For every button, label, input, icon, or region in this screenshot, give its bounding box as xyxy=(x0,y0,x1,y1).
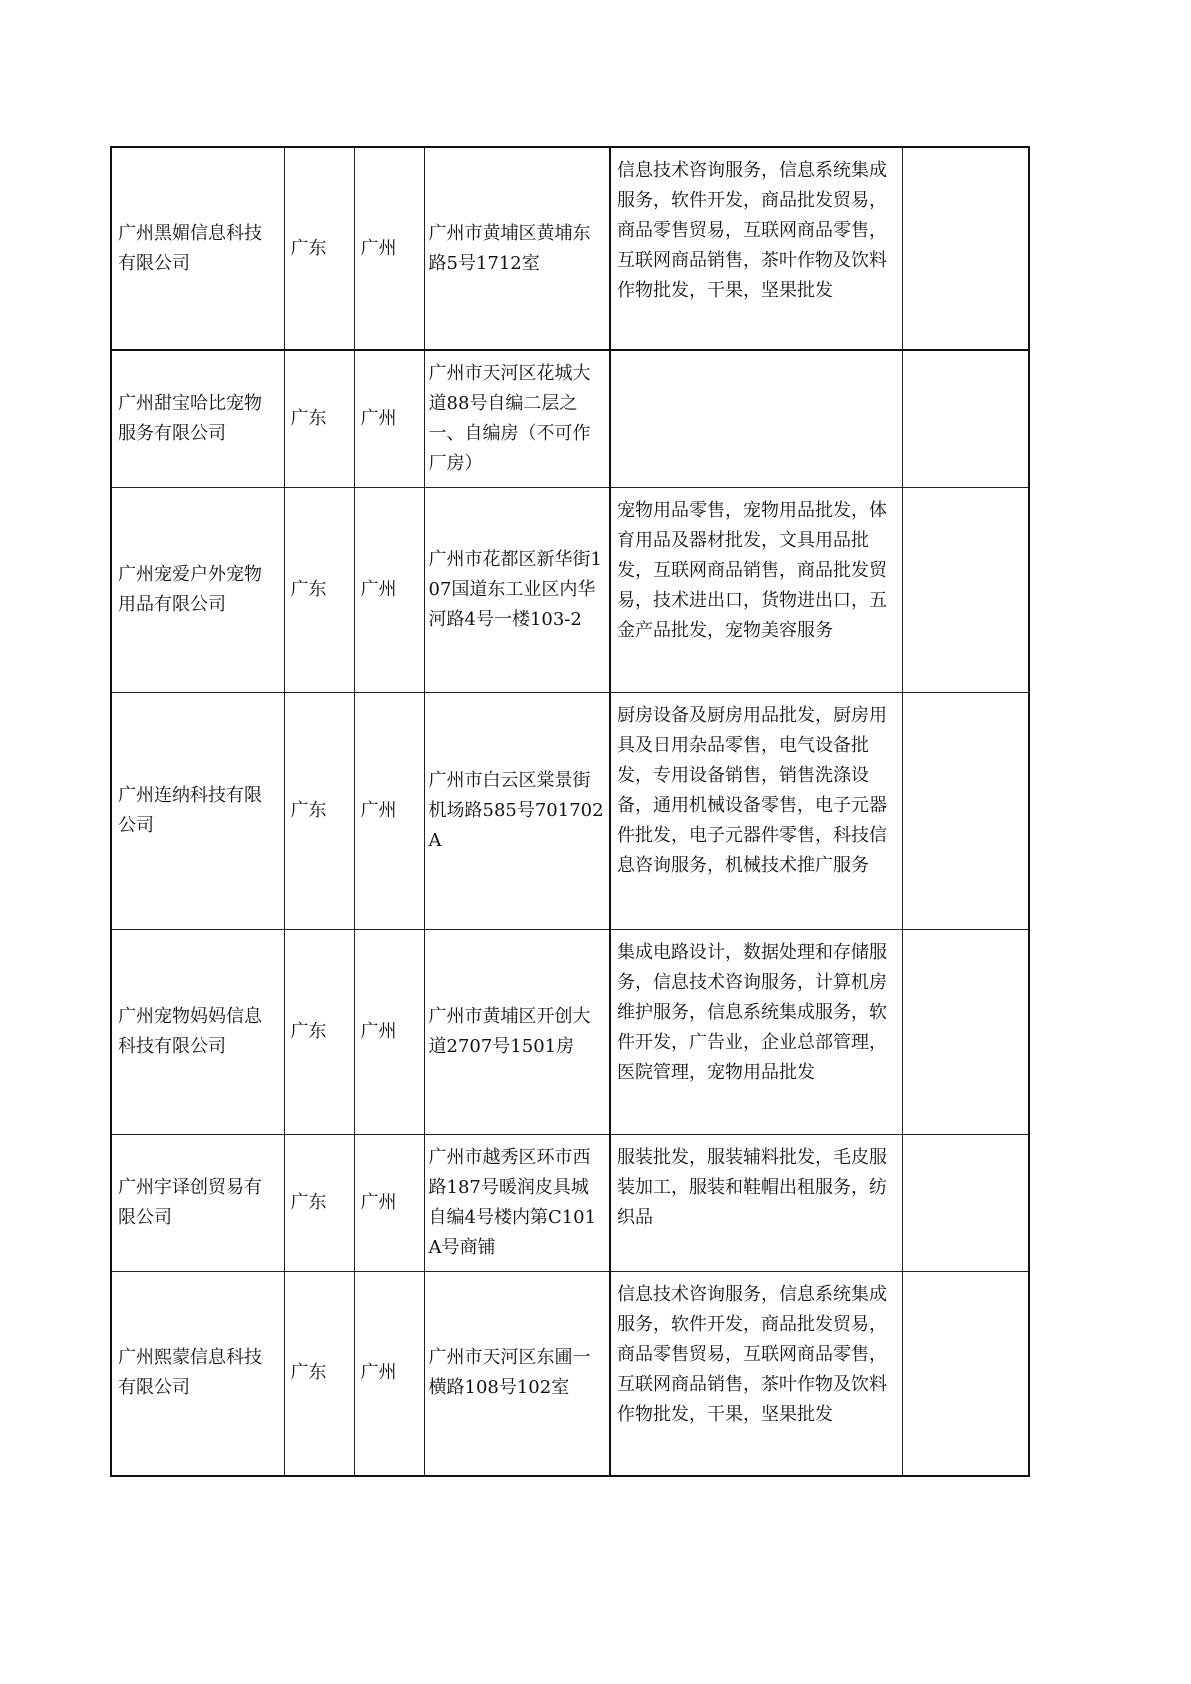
company-name-cell: 广州熙蒙信息科技有限公司 xyxy=(111,1271,284,1476)
table-row xyxy=(111,350,1029,487)
address-cell: 广州市天河区花城大道88号自编二层之一、自编房（不可作厂房） xyxy=(424,350,610,487)
table-row xyxy=(111,1271,1029,1476)
province-cell: 广东 xyxy=(284,1134,354,1271)
extra-cell xyxy=(902,350,1029,487)
province-cell: 广东 xyxy=(284,929,354,1134)
province-cell: 广东 xyxy=(284,487,354,692)
extra-cell xyxy=(902,147,1029,350)
table-row xyxy=(111,692,1029,929)
address-cell: 广州市越秀区环市西路187号暖润皮具城自编4号楼内第C101A号商铺 xyxy=(424,1134,610,1271)
business-scope-cell: 宠物用品零售，宠物用品批发，体育用品及器材批发，文具用品批发，互联网商品销售，商品批发贸易，技术进出口，货物进出口，五金产品批发，宠物美容服务 xyxy=(610,487,902,692)
city-cell: 广州 xyxy=(354,487,424,692)
address-cell: 广州市黄埔区开创大道2707号1501房 xyxy=(424,929,610,1134)
table-row xyxy=(111,929,1029,1134)
extra-cell xyxy=(902,1134,1029,1271)
company-table xyxy=(110,146,1030,1477)
business-scope-cell: 信息技术咨询服务，信息系统集成服务，软件开发，商品批发贸易，商品零售贸易，互联网商品零售，互联网商品销售，茶叶作物及饮料作物批发，干果，坚果批发 xyxy=(610,1271,902,1476)
province-cell: 广东 xyxy=(284,1271,354,1476)
company-name-cell: 广州宠爱户外宠物用品有限公司 xyxy=(111,487,284,692)
address-cell: 广州市白云区棠景街机场路585号701702A xyxy=(424,692,610,929)
city-cell: 广州 xyxy=(354,1134,424,1271)
province-cell: 广东 xyxy=(284,147,354,350)
company-name-cell: 广州连纳科技有限公司 xyxy=(111,692,284,929)
address-cell: 广州市黄埔区黄埔东路5号1712室 xyxy=(424,147,610,350)
company-name-cell: 广州甜宝哈比宠物服务有限公司 xyxy=(111,350,284,487)
table-row xyxy=(111,1134,1029,1271)
extra-cell xyxy=(902,929,1029,1134)
business-scope-cell xyxy=(610,350,902,487)
city-cell: 广州 xyxy=(354,350,424,487)
province-cell: 广东 xyxy=(284,692,354,929)
business-scope-cell: 集成电路设计，数据处理和存储服务，信息技术咨询服务，计算机房维护服务，信息系统集成服务，软件开发，广告业，企业总部管理，医院管理，宠物用品批发 xyxy=(610,929,902,1134)
address-cell: 广州市天河区东圃一横路108号102室 xyxy=(424,1271,610,1476)
extra-cell xyxy=(902,487,1029,692)
business-scope-cell: 服装批发，服装辅料批发，毛皮服装加工，服装和鞋帽出租服务，纺织品 xyxy=(610,1134,902,1271)
city-cell: 广州 xyxy=(354,929,424,1134)
company-name-cell: 广州宇译创贸易有限公司 xyxy=(111,1134,284,1271)
business-scope-cell: 厨房设备及厨房用品批发，厨房用具及日用杂品零售，电气设备批发，专用设备销售，销售洗涤设备，通用机械设备零售，电子元器件批发，电子元器件零售，科技信息咨询服务，机械技术推广服务 xyxy=(610,692,902,929)
table-row xyxy=(111,487,1029,692)
province-cell: 广东 xyxy=(284,350,354,487)
company-name-cell: 广州黑媚信息科技有限公司 xyxy=(111,147,284,350)
business-scope-cell: 信息技术咨询服务，信息系统集成服务，软件开发，商品批发贸易，商品零售贸易，互联网商品零售，互联网商品销售，茶叶作物及饮料作物批发，干果，坚果批发 xyxy=(610,147,902,350)
table-row xyxy=(111,147,1029,350)
city-cell: 广州 xyxy=(354,692,424,929)
city-cell: 广州 xyxy=(354,147,424,350)
extra-cell xyxy=(902,692,1029,929)
city-cell: 广州 xyxy=(354,1271,424,1476)
company-name-cell: 广州宠物妈妈信息科技有限公司 xyxy=(111,929,284,1134)
address-cell: 广州市花都区新华街107国道东工业区内华河路4号一楼103-2 xyxy=(424,487,610,692)
extra-cell xyxy=(902,1271,1029,1476)
